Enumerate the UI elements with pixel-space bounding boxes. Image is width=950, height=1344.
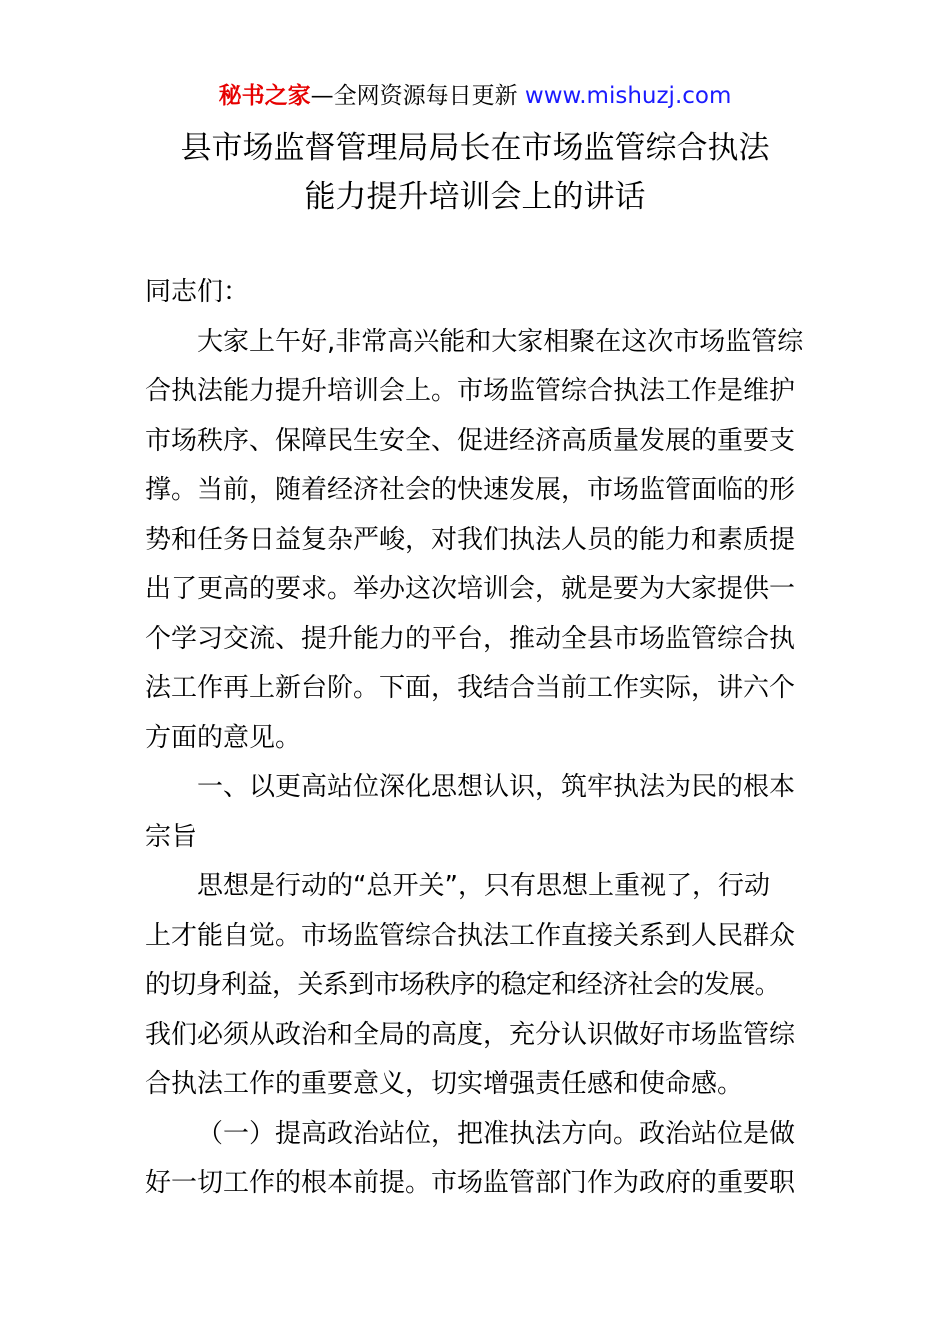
brand-name: 秘书之家 [218, 83, 311, 109]
site-url[interactable]: www.mishuzj.com [524, 83, 732, 109]
body-line: 合执法能力提升培训会上。市场监管综合执法工作是维护 [145, 376, 796, 406]
section-heading: 宗旨 [145, 821, 198, 852]
body-line: 个学习交流、提升能力的平台，推动全县市场监管综合执 [145, 623, 796, 654]
body-line: 势和任务日益复杂严峻，对我们执法人员的能力和素质提 [145, 524, 796, 555]
section-heading: 一、以更高站位深化思想认识，筑牢执法为民的根本 [197, 772, 796, 802]
subsection-line: （一）提高政治站位，把准执法方向。政治站位是做 [197, 1118, 796, 1149]
body-line: 大家上午好,非常高兴能和大家相聚在这次市场监管综 [197, 326, 804, 357]
body-line: 合执法工作的重要意义，切实增强责任感和使命感。 [145, 1069, 744, 1099]
body-line: 思想是行动的“总开关”，只有思想上重视了，行动 [197, 871, 770, 901]
body-line: 出了更高的要求。举办这次培训会，就是要为大家提供一 [145, 574, 796, 604]
body-line: 法工作再上新台阶。下面，我结合当前工作实际，讲六个 [145, 673, 796, 703]
body-line: 上才能自觉。市场监管综合执法工作直接关系到人民群众 [145, 920, 796, 951]
body-line: 好一切工作的根本前提。市场监管部门作为政府的重要职 [145, 1168, 796, 1198]
document-title-line-1: 县市场监督管理局局长在市场监管综合执法 [180, 130, 770, 166]
document-body [145, 268, 810, 1209]
site-header [0, 80, 950, 112]
body-line: 市场秩序、保障民生安全、促进经济高质量发展的重要支 [145, 425, 796, 456]
body-line: 撑。当前，随着经济社会的快速发展，市场监管面临的形 [145, 475, 796, 505]
header-tagline: —全网资源每日更新 [310, 83, 525, 109]
salutation: 同志们： [145, 277, 250, 307]
body-line: 我们必须从政治和全局的高度，充分认识做好市场监管综 [145, 1019, 796, 1050]
body-line: 方面的意见。 [145, 722, 302, 753]
document-title-line-2: 能力提升培训会上的讲话 [304, 179, 646, 215]
body-line: 的切身利益，关系到市场秩序的稳定和经济社会的发展。 [145, 970, 781, 1000]
